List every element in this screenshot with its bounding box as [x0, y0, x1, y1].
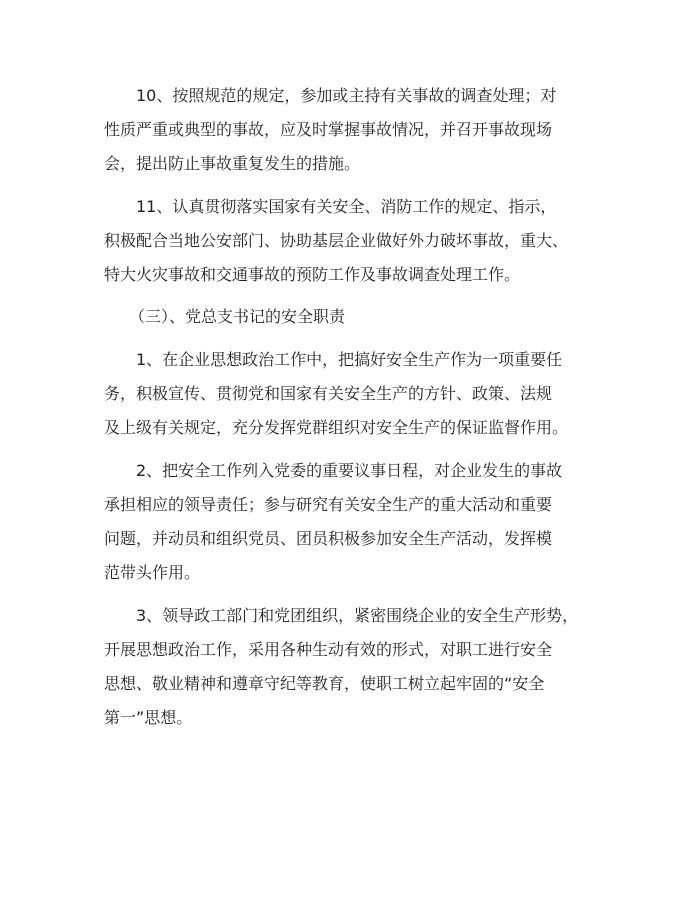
- paragraph-line: 11、认真贯彻落实国家有关安全、消防工作的规定、指示，: [136, 197, 557, 216]
- paragraph-line: 3、领导政工部门和党团组织，紧密围绕企业的安全生产形势，: [136, 606, 579, 625]
- paragraph-line: 承担相应的领导责任；参与研究有关安全生产的重大活动和重要: [104, 495, 553, 514]
- paragraph-line: 及上级有关规定，充分发挥党群组织对安全生产的保证监督作用。: [104, 418, 569, 437]
- paragraph-line: 问题，并动员和组织党员、团员积极参加安全生产活动，发挥模: [104, 529, 553, 548]
- paragraph-line: 特大火灾事故和交通事故的预防工作及事故调查处理工作。: [104, 265, 521, 284]
- paragraph-line: 性质严重或典型的事故，应及时掌握事故情况，并召开事故现场: [104, 120, 553, 139]
- paragraph-line: 1、在企业思想政治工作中，把搞好安全生产作为一项重要任: [136, 350, 563, 369]
- paragraph-line: 2、把安全工作列入党委的重要议事日程，对企业发生的事故: [136, 461, 563, 480]
- section-heading-text: （三）、党总支书记的安全职责: [129, 307, 346, 326]
- paragraph-line: 务，积极宣传、贯彻党和国家有关安全生产的方针、政策、法规: [104, 384, 553, 403]
- paragraph-line: 会，提出防止事故重复发生的措施。: [104, 154, 361, 173]
- paragraph-line: 思想、敬业精神和遵章守纪等教育，使职工树立起牢固的“安全: [104, 674, 545, 693]
- paragraph-line: 积极配合当地公安部门、协助基层企业做好外力破坏事故，重大、: [104, 231, 569, 250]
- paragraph-line: 范带头作用。: [104, 563, 201, 582]
- paragraph-line: 第一”思想。: [104, 708, 193, 727]
- paragraph-line: 开展思想政治工作，采用各种生动有效的形式，对职工进行安全: [104, 640, 553, 659]
- paragraph-line: 10、按照规范的规定，参加或主持有关事故的调查处理；对: [136, 86, 557, 105]
